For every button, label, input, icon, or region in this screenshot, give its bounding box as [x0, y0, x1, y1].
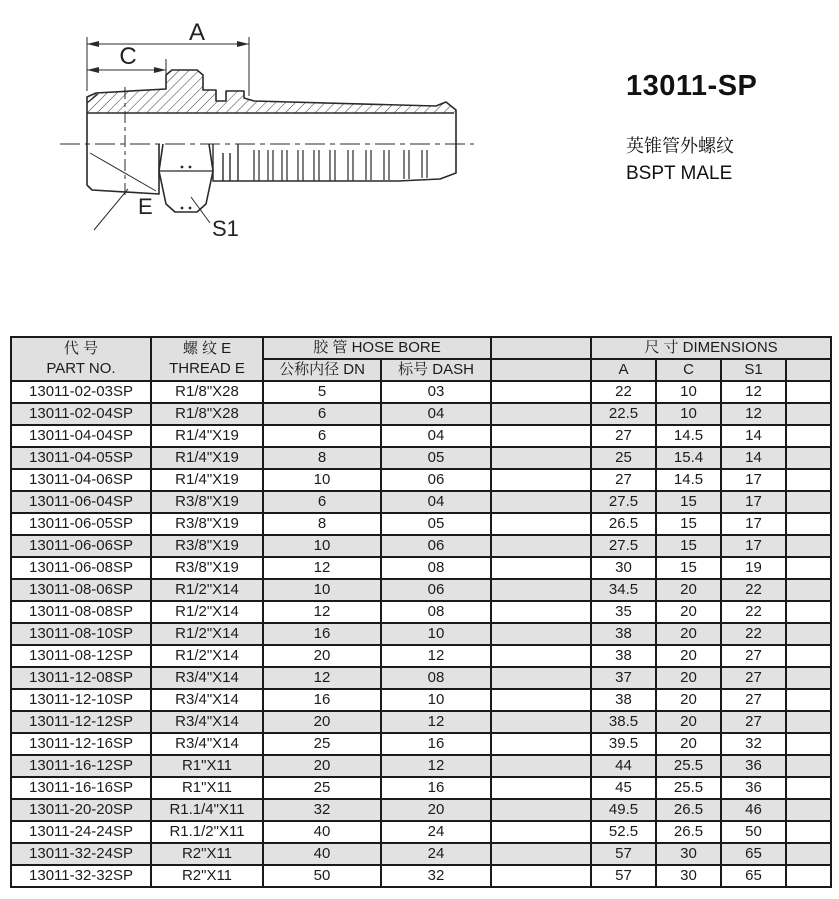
part-no-cell: 13011-24-24SP — [11, 821, 151, 843]
spacer-cell-right — [786, 843, 831, 865]
dim-s1-cell: 46 — [721, 799, 786, 821]
table-row — [11, 425, 831, 447]
header-thread — [151, 337, 263, 381]
thread-cell: R1/8"X28 — [151, 381, 263, 403]
dash-cell: 10 — [381, 623, 491, 645]
dim-c-cell: 30 — [656, 865, 721, 887]
dim-a-cell: 49.5 — [591, 799, 656, 821]
table-row — [11, 733, 831, 755]
dash-cell: 12 — [381, 755, 491, 777]
spacer-cell — [491, 425, 591, 447]
spacer-cell-right — [786, 821, 831, 843]
dash-cell: 16 — [381, 777, 491, 799]
part-no-cell: 13011-04-04SP — [11, 425, 151, 447]
dim-s1-cell: 22 — [721, 579, 786, 601]
spacer-cell-right — [786, 513, 831, 535]
dim-a-cell: 57 — [591, 865, 656, 887]
thread-cell: R2"X11 — [151, 865, 263, 887]
spacer-cell-right — [786, 623, 831, 645]
dim-a-cell: 22 — [591, 381, 656, 403]
dim-c-cell: 15 — [656, 535, 721, 557]
part-no-cell: 13011-04-06SP — [11, 469, 151, 491]
header-spacer-mid — [491, 359, 591, 381]
thread-taper-line — [90, 153, 156, 191]
dim-a-cell: 45 — [591, 777, 656, 799]
dn-cell: 12 — [263, 557, 381, 579]
spacer-cell-right — [786, 579, 831, 601]
thread-cell: R1/4"X19 — [151, 469, 263, 491]
dim-s1-cell: 19 — [721, 557, 786, 579]
table-row — [11, 711, 831, 733]
thread-cell: R3/4"X14 — [151, 733, 263, 755]
subtitle-english: BSPT MALE — [626, 163, 733, 184]
part-no-cell: 13011-12-08SP — [11, 667, 151, 689]
dim-label-s1: S1 — [212, 216, 239, 241]
spacer-cell-right — [786, 755, 831, 777]
part-no-cell: 13011-06-06SP — [11, 535, 151, 557]
dim-c-cell: 30 — [656, 843, 721, 865]
part-no-cell: 13011-16-16SP — [11, 777, 151, 799]
dn-cell: 20 — [263, 755, 381, 777]
dash-cell: 08 — [381, 601, 491, 623]
spacer-cell-right — [786, 799, 831, 821]
table-row — [11, 689, 831, 711]
dim-c-cell: 14.5 — [656, 469, 721, 491]
spacer-cell-right — [786, 491, 831, 513]
spacer-cell — [491, 689, 591, 711]
spacer-cell-right — [786, 425, 831, 447]
dim-c-cell: 20 — [656, 601, 721, 623]
thread-cell: R1.1/2"X11 — [151, 821, 263, 843]
dim-s1-cell: 27 — [721, 645, 786, 667]
thread-cell: R1/2"X14 — [151, 645, 263, 667]
dim-c-cell: 10 — [656, 403, 721, 425]
part-no-cell: 13011-12-16SP — [11, 733, 151, 755]
part-no-cell: 13011-32-24SP — [11, 843, 151, 865]
part-no-cell: 13011-02-04SP — [11, 403, 151, 425]
thread-cell: R1"X11 — [151, 755, 263, 777]
header-dimensions: 尺 寸 DIMENSIONS — [591, 337, 831, 359]
dim-c-cell: 10 — [656, 381, 721, 403]
header-thread-cn: 螺 纹 E — [182, 340, 232, 357]
spacer-cell — [491, 447, 591, 469]
hex-tick-marks — [181, 166, 192, 210]
dim-s1-cell: 27 — [721, 711, 786, 733]
dim-c-cell: 20 — [656, 733, 721, 755]
dn-cell: 40 — [263, 821, 381, 843]
dim-s1-cell: 14 — [721, 447, 786, 469]
spec-table — [10, 336, 832, 888]
spacer-cell-right — [786, 689, 831, 711]
barb-outline-lower — [248, 144, 456, 181]
dim-a-cell: 39.5 — [591, 733, 656, 755]
header-thread-en: THREAD E — [169, 360, 245, 377]
dn-cell: 10 — [263, 469, 381, 491]
table-row — [11, 469, 831, 491]
dim-c-cell: 15 — [656, 513, 721, 535]
thread-cell: R1.1/4"X11 — [151, 799, 263, 821]
dn-cell: 8 — [263, 513, 381, 535]
dn-cell: 6 — [263, 403, 381, 425]
dn-cell: 12 — [263, 667, 381, 689]
dim-label-a: A — [188, 19, 206, 46]
spacer-cell — [491, 645, 591, 667]
dim-s1-cell: 12 — [721, 381, 786, 403]
thread-cell: R3/8"X19 — [151, 557, 263, 579]
dash-cell: 06 — [381, 535, 491, 557]
header-hose-bore: 胶 管 HOSE BORE — [263, 337, 491, 359]
dim-c-cell: 15.4 — [656, 447, 721, 469]
dim-s1-cell: 36 — [721, 777, 786, 799]
dash-cell: 20 — [381, 799, 491, 821]
hatch-region — [87, 70, 456, 113]
fitting-drawing — [58, 13, 480, 257]
thread-cell: R1/4"X19 — [151, 425, 263, 447]
spacer-cell — [491, 755, 591, 777]
spacer-cell — [491, 667, 591, 689]
dash-cell: 06 — [381, 579, 491, 601]
dim-a-cell: 38 — [591, 689, 656, 711]
dim-c-cell: 20 — [656, 667, 721, 689]
dim-a-cell: 44 — [591, 755, 656, 777]
dim-s1-cell: 22 — [721, 601, 786, 623]
dim-c-cell: 20 — [656, 579, 721, 601]
dash-cell: 05 — [381, 447, 491, 469]
dash-cell: 08 — [381, 557, 491, 579]
table-row — [11, 579, 831, 601]
dim-s1-cell: 17 — [721, 469, 786, 491]
spacer-cell — [491, 777, 591, 799]
dn-cell: 40 — [263, 843, 381, 865]
spacer-cell — [491, 469, 591, 491]
spacer-cell — [491, 491, 591, 513]
spacer-cell — [491, 799, 591, 821]
dn-cell: 32 — [263, 799, 381, 821]
dim-c-cell: 20 — [656, 623, 721, 645]
dim-s1-cell: 17 — [721, 513, 786, 535]
spacer-cell-right — [786, 381, 831, 403]
dn-cell: 25 — [263, 777, 381, 799]
spacer-cell — [491, 865, 591, 887]
part-no-cell: 13011-06-05SP — [11, 513, 151, 535]
dim-c-cell: 20 — [656, 689, 721, 711]
table-row — [11, 623, 831, 645]
spacer-cell-right — [786, 601, 831, 623]
dash-cell: 24 — [381, 821, 491, 843]
dn-cell: 10 — [263, 579, 381, 601]
dim-s1-cell: 22 — [721, 623, 786, 645]
dash-cell: 10 — [381, 689, 491, 711]
dash-cell: 12 — [381, 711, 491, 733]
thread-cell: R1/2"X14 — [151, 579, 263, 601]
dash-cell: 04 — [381, 491, 491, 513]
table-row — [11, 403, 831, 425]
dim-s1-cell: 12 — [721, 403, 786, 425]
spec-table-head — [11, 337, 831, 381]
header-part-no — [11, 337, 151, 381]
part-no-cell: 13011-16-12SP — [11, 755, 151, 777]
dim-label-e: E — [138, 194, 153, 219]
thread-cell: R1"X11 — [151, 777, 263, 799]
dn-cell: 25 — [263, 733, 381, 755]
part-no-cell: 13011-06-04SP — [11, 491, 151, 513]
dim-a-cell: 35 — [591, 601, 656, 623]
spacer-cell-right — [786, 557, 831, 579]
part-no-cell: 13011-04-05SP — [11, 447, 151, 469]
spec-table-body — [11, 381, 831, 887]
dash-cell: 08 — [381, 667, 491, 689]
spacer-cell — [491, 843, 591, 865]
dim-c-cell: 14.5 — [656, 425, 721, 447]
dn-cell: 20 — [263, 645, 381, 667]
spacer-cell-right — [786, 865, 831, 887]
table-row — [11, 557, 831, 579]
product-code: 13011-SP — [626, 70, 758, 102]
dim-a-cell: 38 — [591, 645, 656, 667]
spacer-cell-right — [786, 645, 831, 667]
dim-a-cell: 27.5 — [591, 535, 656, 557]
spacer-cell — [491, 557, 591, 579]
spacer-cell — [491, 403, 591, 425]
table-row — [11, 821, 831, 843]
table-row — [11, 645, 831, 667]
dim-s1-cell: 65 — [721, 865, 786, 887]
header-dash: 标号 DASH — [381, 359, 491, 381]
dim-a-cell: 27 — [591, 469, 656, 491]
dim-c-cell: 25.5 — [656, 755, 721, 777]
dim-c-cell: 15 — [656, 491, 721, 513]
spacer-cell-right — [786, 667, 831, 689]
dim-a-cell: 26.5 — [591, 513, 656, 535]
spacer-cell — [491, 535, 591, 557]
dim-c-cell: 20 — [656, 645, 721, 667]
spacer-cell — [491, 381, 591, 403]
header-dn: 公称内径 DN — [263, 359, 381, 381]
dim-s1-cell: 36 — [721, 755, 786, 777]
dim-c-cell: 25.5 — [656, 777, 721, 799]
dim-a-cell: 57 — [591, 843, 656, 865]
part-no-cell: 13011-08-12SP — [11, 645, 151, 667]
part-no-cell: 13011-20-20SP — [11, 799, 151, 821]
table-row — [11, 865, 831, 887]
dash-cell: 12 — [381, 645, 491, 667]
header-part-no-en: PART NO. — [46, 360, 116, 377]
spacer-cell — [491, 821, 591, 843]
thread-cell: R3/8"X19 — [151, 513, 263, 535]
header-col-a: A — [591, 359, 656, 381]
thread-cell: R1/4"X19 — [151, 447, 263, 469]
thread-cell: R1/8"X28 — [151, 403, 263, 425]
dn-cell: 50 — [263, 865, 381, 887]
title-block — [626, 70, 757, 187]
dim-a-cell: 25 — [591, 447, 656, 469]
dn-cell: 16 — [263, 623, 381, 645]
header-col-c: C — [656, 359, 721, 381]
dn-cell: 6 — [263, 425, 381, 447]
dim-c-cell: 15 — [656, 557, 721, 579]
dn-cell: 8 — [263, 447, 381, 469]
spacer-cell-right — [786, 469, 831, 491]
dim-s1-cell: 27 — [721, 667, 786, 689]
dn-cell: 12 — [263, 601, 381, 623]
dash-cell: 04 — [381, 425, 491, 447]
technical-drawing — [58, 13, 480, 257]
spacer-cell-right — [786, 447, 831, 469]
part-no-cell: 13011-32-32SP — [11, 865, 151, 887]
hex-nut-outline — [159, 144, 213, 212]
thread-cell: R3/4"X14 — [151, 667, 263, 689]
dim-s1-cell: 17 — [721, 535, 786, 557]
leader-line-e — [94, 189, 128, 230]
spacer-cell — [491, 601, 591, 623]
dim-a-cell: 38 — [591, 623, 656, 645]
table-row — [11, 843, 831, 865]
header-spacer-right — [786, 359, 831, 381]
spacer-cell — [491, 513, 591, 535]
dn-cell: 20 — [263, 711, 381, 733]
dn-cell: 6 — [263, 491, 381, 513]
dim-s1-cell: 65 — [721, 843, 786, 865]
thread-cell: R3/4"X14 — [151, 689, 263, 711]
dim-c-cell: 20 — [656, 711, 721, 733]
thread-cell: R3/4"X14 — [151, 711, 263, 733]
dn-cell: 10 — [263, 535, 381, 557]
table-row — [11, 447, 831, 469]
header-part-no-cn: 代 号 — [63, 340, 99, 357]
dim-a-cell: 38.5 — [591, 711, 656, 733]
dim-s1-cell: 50 — [721, 821, 786, 843]
part-no-cell: 13011-08-08SP — [11, 601, 151, 623]
spacer-cell — [491, 733, 591, 755]
subtitles — [626, 133, 757, 187]
header-spacer-top — [491, 337, 591, 359]
spacer-cell-right — [786, 711, 831, 733]
table-row — [11, 381, 831, 403]
header-col-s1: S1 — [721, 359, 786, 381]
table-row — [11, 777, 831, 799]
part-no-cell: 13011-08-10SP — [11, 623, 151, 645]
thread-cell: R1/2"X14 — [151, 601, 263, 623]
dash-cell: 06 — [381, 469, 491, 491]
dim-a-cell: 37 — [591, 667, 656, 689]
dash-cell: 16 — [381, 733, 491, 755]
spacer-cell-right — [786, 403, 831, 425]
dim-s1-cell: 27 — [721, 689, 786, 711]
part-no-cell: 13011-12-12SP — [11, 711, 151, 733]
dim-a-cell: 22.5 — [591, 403, 656, 425]
dim-a-cell: 52.5 — [591, 821, 656, 843]
spacer-cell — [491, 711, 591, 733]
table-row — [11, 755, 831, 777]
spacer-cell-right — [786, 535, 831, 557]
table-row — [11, 513, 831, 535]
thread-cell: R3/8"X19 — [151, 535, 263, 557]
part-no-cell: 13011-02-03SP — [11, 381, 151, 403]
dash-cell: 24 — [381, 843, 491, 865]
dim-a-cell: 30 — [591, 557, 656, 579]
table-row — [11, 601, 831, 623]
spacer-cell-right — [786, 777, 831, 799]
thread-cell: R2"X11 — [151, 843, 263, 865]
barb-ribs — [254, 150, 427, 181]
table-row — [11, 535, 831, 557]
dim-s1-cell: 17 — [721, 491, 786, 513]
dim-a-cell: 27.5 — [591, 491, 656, 513]
dash-cell: 04 — [381, 403, 491, 425]
dash-cell: 03 — [381, 381, 491, 403]
mid-rings-outline — [213, 144, 248, 181]
dash-cell: 32 — [381, 865, 491, 887]
dim-c-cell: 26.5 — [656, 821, 721, 843]
dim-a-cell: 27 — [591, 425, 656, 447]
part-no-cell: 13011-08-06SP — [11, 579, 151, 601]
dn-cell: 16 — [263, 689, 381, 711]
spacer-cell — [491, 579, 591, 601]
thread-cell: R3/8"X19 — [151, 491, 263, 513]
table-row — [11, 667, 831, 689]
table-row — [11, 491, 831, 513]
dn-cell: 5 — [263, 381, 381, 403]
thread-cell: R1/2"X14 — [151, 623, 263, 645]
dim-a-cell: 34.5 — [591, 579, 656, 601]
table-row — [11, 799, 831, 821]
subtitle-chinese: 英锥管外螺纹 — [626, 136, 734, 156]
dim-label-c: C — [119, 43, 137, 70]
dim-c-cell: 26.5 — [656, 799, 721, 821]
dim-s1-cell: 32 — [721, 733, 786, 755]
part-no-cell: 13011-06-08SP — [11, 557, 151, 579]
spacer-cell-right — [786, 733, 831, 755]
dim-s1-cell: 14 — [721, 425, 786, 447]
part-no-cell: 13011-12-10SP — [11, 689, 151, 711]
spacer-cell — [491, 623, 591, 645]
dash-cell: 05 — [381, 513, 491, 535]
